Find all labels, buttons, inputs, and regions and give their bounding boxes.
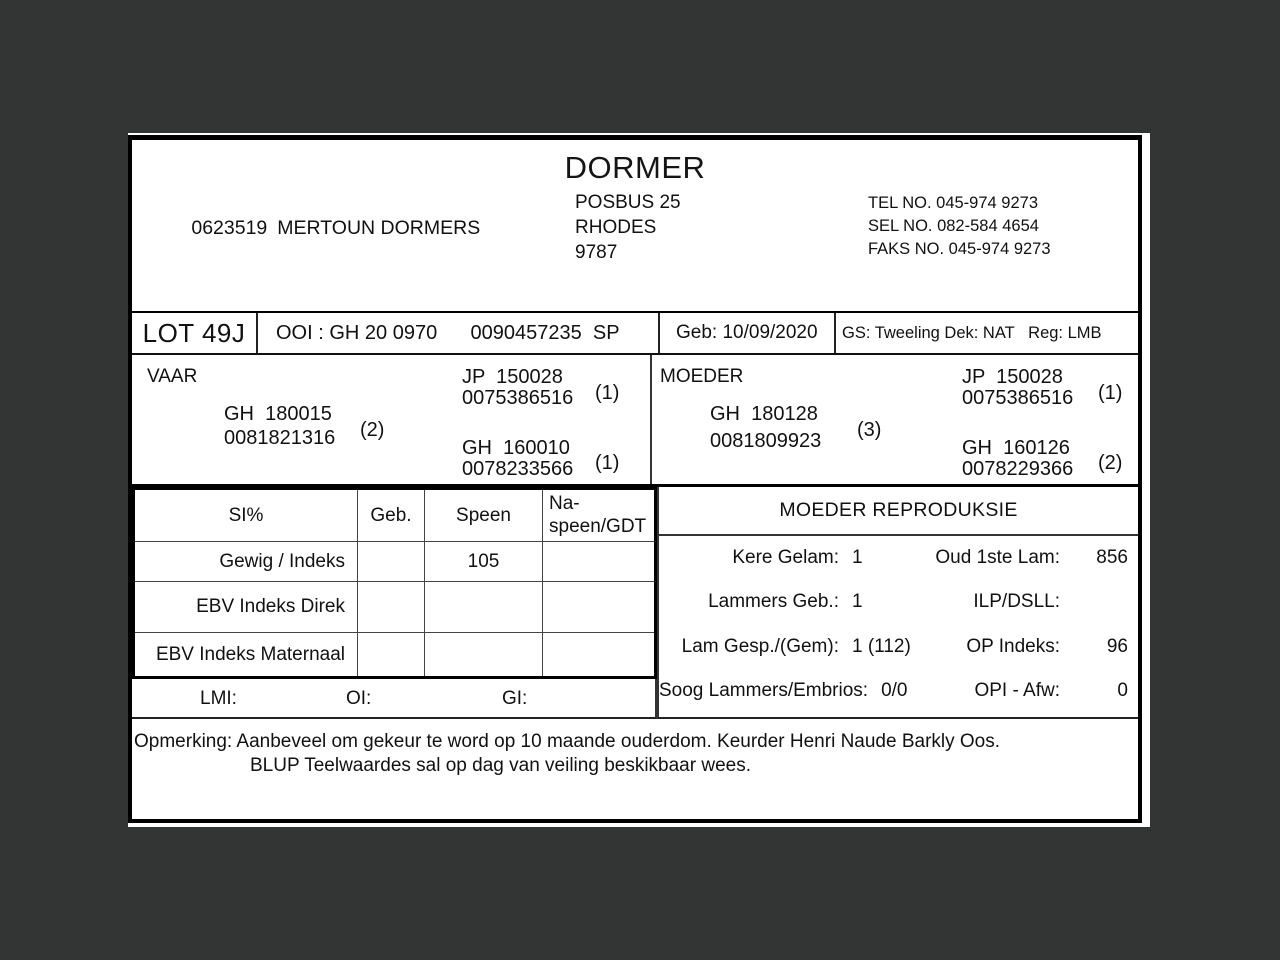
remark-line: Opmerking: Aanbeveel om gekeur te word op 10 maande ouderdom. Keurder Henri Naude Barkly Oos. xyxy=(134,731,1001,752)
repro-value: 1 (112) xyxy=(852,635,911,657)
sire-note: (2) xyxy=(360,419,385,441)
gi-label: GI: xyxy=(502,688,528,709)
remark-line: BLUP Teelwaardes sal op dag van veiling beskikbaar wees. xyxy=(250,755,751,776)
breeder-line xyxy=(148,194,480,263)
lot-number: LOT 49J xyxy=(132,313,258,353)
postal-address xyxy=(575,190,681,265)
dam-gp2-code: GH 160126 xyxy=(962,437,1070,459)
si-cell xyxy=(542,541,654,581)
index-totals-row xyxy=(132,679,657,719)
dam-gp1-note: (1) xyxy=(1098,382,1123,404)
si-block xyxy=(132,487,657,719)
oi-label: OI: xyxy=(346,688,372,709)
si-cell xyxy=(424,632,542,676)
reproduction-title: MOEDER REPRODUKSIE xyxy=(659,487,1138,536)
sire-gp2-code: GH 160010 xyxy=(462,437,570,459)
dam-label: MOEDER xyxy=(660,366,744,387)
dam-gp1-id: 0075386516 xyxy=(962,387,1074,409)
si-cell xyxy=(542,581,654,632)
cell-number: SEL NO. 082-584 4654 xyxy=(868,217,1039,235)
stud-name: MERTOUN DORMERS xyxy=(277,217,481,239)
registration-info: GS: Tweeling Dek: NAT Reg: LMB xyxy=(842,323,1102,342)
repro-value: 1 xyxy=(852,591,863,613)
si-row-label: Gewig / Indeks xyxy=(135,541,357,581)
sire-id: 0081821316 xyxy=(224,427,336,449)
si-cell xyxy=(542,632,654,676)
si-col-header: Speen xyxy=(424,490,542,541)
si-col-header: Geb. xyxy=(357,490,424,541)
sire-gp2-id: 0078233566 xyxy=(462,458,574,480)
reproduction-row xyxy=(659,625,1138,669)
repro-value: 0/0 xyxy=(881,679,908,701)
dam-pedigree xyxy=(652,355,1138,484)
repro-label: OP Indeks: xyxy=(966,635,1060,657)
dam-gp2-note: (2) xyxy=(1098,452,1123,474)
breed-title: DORMER xyxy=(564,150,706,185)
repro-label: Soog Lammers/Embrios: xyxy=(659,679,869,701)
reproduction-row xyxy=(659,536,1138,580)
si-cell xyxy=(357,541,424,581)
si-col-header: Na-speen/GDT xyxy=(542,490,654,541)
dam-reproduction-panel xyxy=(657,487,1138,719)
reproduction-row xyxy=(659,669,1138,713)
si-cell xyxy=(357,581,424,632)
repro-label: ILP/DSLL: xyxy=(973,591,1060,613)
sire-gp1-note: (1) xyxy=(595,382,620,404)
card-header xyxy=(132,140,1138,311)
dam-id: 0081809923 xyxy=(710,430,822,452)
lot-row xyxy=(132,311,1138,355)
sire-label: VAAR xyxy=(147,366,198,387)
repro-label: Kere Gelam: xyxy=(732,547,839,569)
pedigree-section xyxy=(132,355,1138,487)
birth-date: Geb: 10/09/2020 xyxy=(660,313,836,353)
address-line: 9787 xyxy=(575,242,618,263)
si-cell xyxy=(424,581,542,632)
animal-id: OOI : GH 20 0970 0090457235 SP xyxy=(258,313,660,353)
si-cell xyxy=(357,632,424,676)
repro-value: 856 xyxy=(1096,547,1128,569)
dam-gp1-code: JP 150028 xyxy=(962,366,1063,388)
si-col-header: SI% xyxy=(228,504,264,526)
lmi-label: LMI: xyxy=(200,688,237,709)
lot-card xyxy=(128,135,1142,823)
repro-label: Lam Gesp./(Gem): xyxy=(681,635,839,657)
address-line: POSBUS 25 xyxy=(575,192,681,213)
performance-section xyxy=(132,487,1138,719)
reproduction-row xyxy=(659,580,1138,624)
catalog-sheet xyxy=(128,133,1150,827)
dam-code: GH 180128 xyxy=(710,403,818,425)
sire-gp2-note: (1) xyxy=(595,452,620,474)
repro-label: Lammers Geb.: xyxy=(708,591,839,613)
reproduction-rows xyxy=(659,536,1138,717)
repro-label: OPI - Afw: xyxy=(974,679,1060,701)
remark-section xyxy=(132,719,1138,778)
sire-pedigree xyxy=(132,355,652,484)
dam-gp2-id: 0078229366 xyxy=(962,458,1074,480)
tel-number: TEL NO. 045-974 9273 xyxy=(868,194,1038,212)
address-line: RHODES xyxy=(575,217,657,238)
repro-value: 0 xyxy=(1117,679,1128,701)
fax-number: FAKS NO. 045-974 9273 xyxy=(868,240,1051,258)
sire-gp1-code: JP 150028 xyxy=(462,366,563,388)
dam-note: (3) xyxy=(857,419,882,441)
member-number: 0623519 xyxy=(191,217,268,239)
sire-code: GH 180015 xyxy=(224,403,332,425)
repro-label: Oud 1ste Lam: xyxy=(935,547,1060,569)
sire-gp1-id: 0075386516 xyxy=(462,387,574,409)
si-cell: 105 xyxy=(424,541,542,581)
contact-numbers xyxy=(868,192,1051,261)
si-row-label: EBV Indeks Maternaal xyxy=(135,632,357,676)
si-index-table xyxy=(132,487,657,679)
repro-value: 96 xyxy=(1106,635,1128,657)
si-row-label: EBV Indeks Direk xyxy=(135,581,357,632)
repro-value: 1 xyxy=(852,547,863,569)
